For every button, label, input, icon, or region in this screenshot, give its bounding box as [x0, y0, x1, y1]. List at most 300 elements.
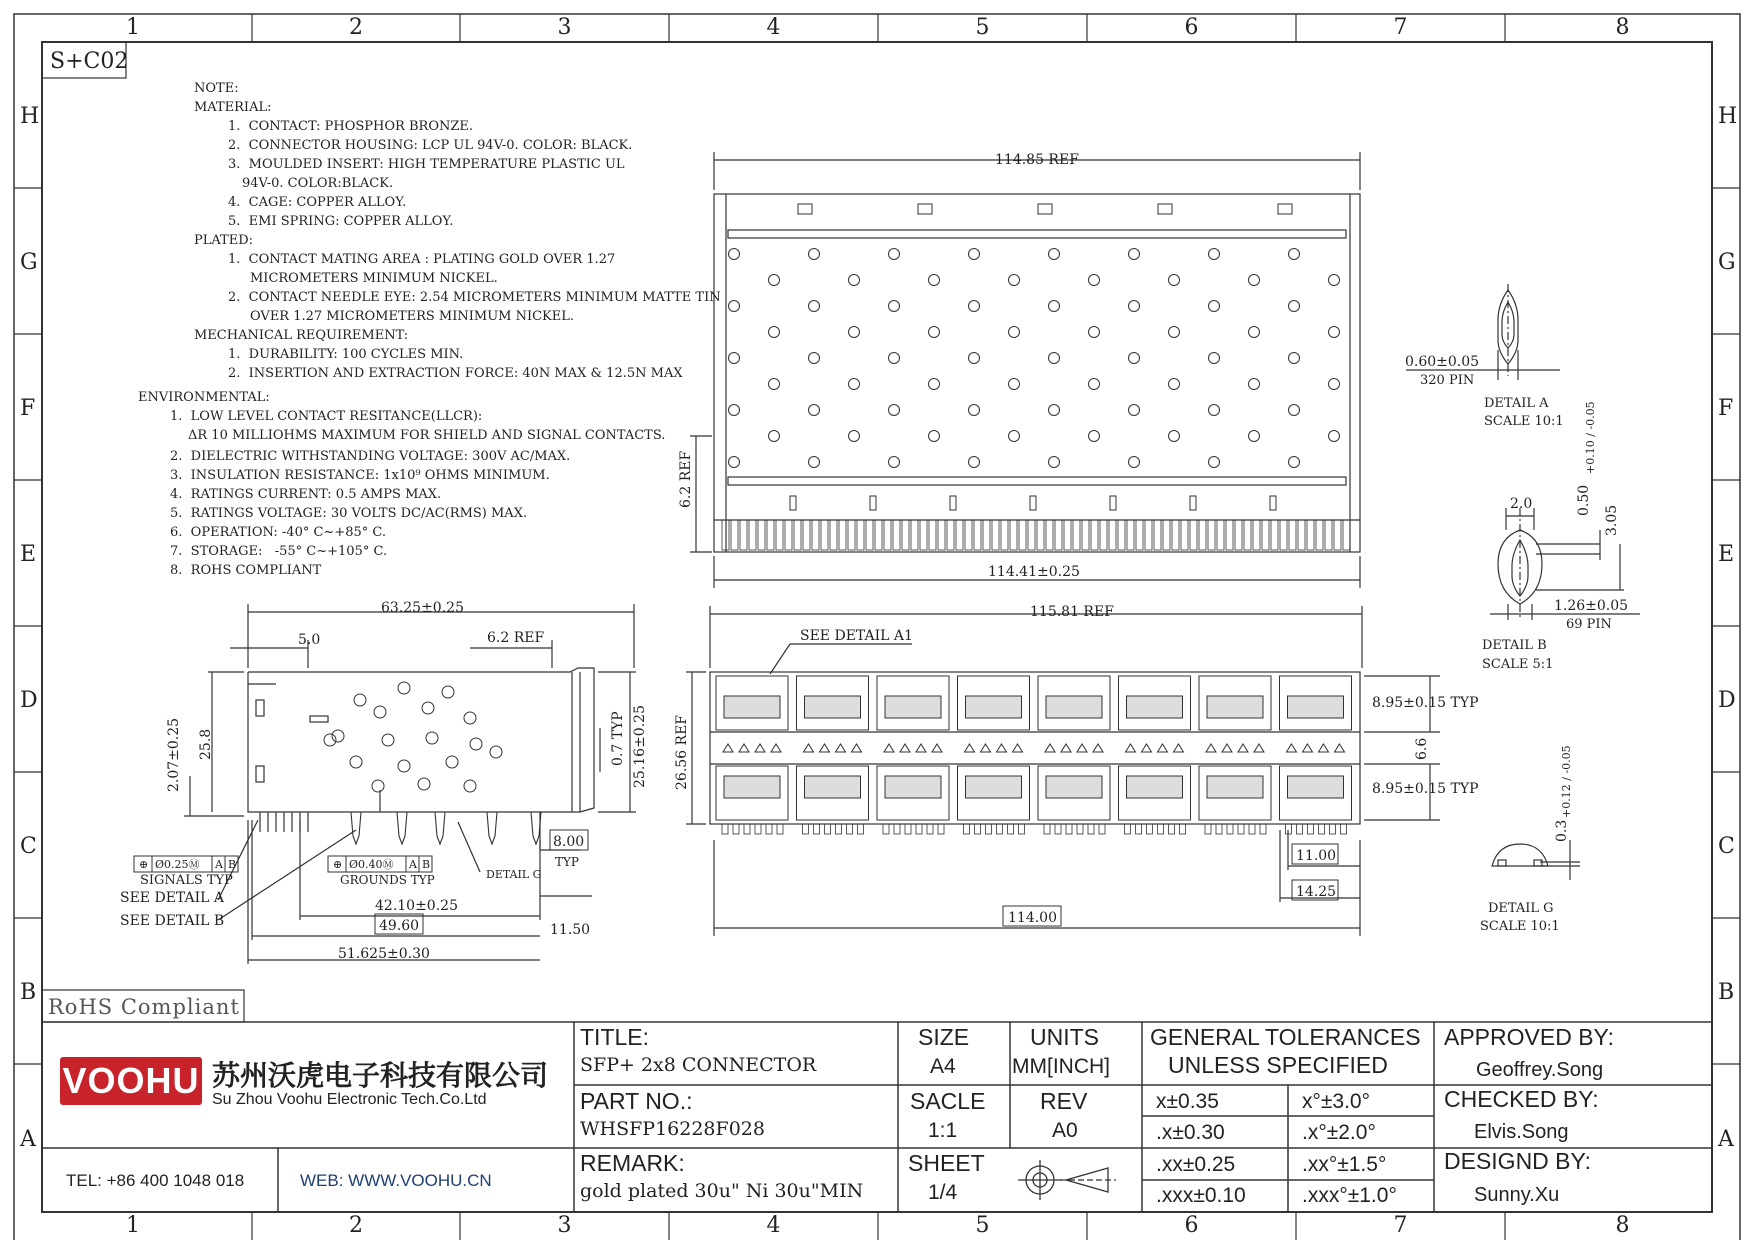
comb-tooth: [1037, 520, 1044, 550]
front-view-outline: [710, 672, 1360, 824]
detail-a-title: DETAIL A: [1484, 396, 1549, 411]
vent-hole: [1129, 249, 1140, 260]
zone-column-label: 4: [766, 15, 781, 40]
port-upper-contacts: [724, 696, 780, 718]
top-slot: [918, 204, 932, 214]
comb-tooth: [1253, 520, 1260, 550]
vent-hole: [1329, 379, 1340, 390]
vent-hole: [809, 249, 820, 260]
checked-value: Elvis.Song: [1474, 1121, 1569, 1143]
press-fit-pin: [916, 824, 922, 834]
side-hole: [422, 702, 434, 714]
note-line: MICROMETERS MINIMUM NICKEL.: [250, 271, 498, 286]
see-detail-b: SEE DETAIL B: [120, 913, 225, 929]
note-line: 5. RATINGS VOLTAGE: 30 VOLTS DC/AC(RMS) MAX.: [170, 506, 528, 521]
press-fit-pin: [755, 824, 761, 834]
comb-tooth: [1316, 520, 1323, 550]
sheet-code: S+C02: [50, 49, 129, 74]
comb-tooth: [1082, 520, 1089, 550]
projection-symbol: [1018, 1160, 1116, 1200]
press-fit-pin: [766, 824, 772, 834]
led-arrow: [1222, 744, 1232, 752]
units-value: MM[INCH]: [1012, 1055, 1110, 1078]
zone-row-label: E: [20, 542, 37, 567]
press-fit-pin: [938, 824, 944, 834]
see-detail-a: SEE DETAIL A: [120, 890, 224, 906]
see-detail-a1: SEE DETAIL A1: [800, 628, 913, 644]
dim-port-top: 8.95±0.15 TYP: [1372, 695, 1479, 711]
led-arrow: [804, 744, 814, 752]
tol-dxxx-deg: .xxx°±1.0°: [1302, 1184, 1397, 1207]
dim-11: 11.00: [1296, 848, 1337, 864]
comb-tooth: [1226, 520, 1233, 550]
comb-tooth: [1217, 520, 1224, 550]
side-hole: [374, 706, 386, 718]
vent-hole: [929, 379, 940, 390]
title-block-grid: [42, 1022, 1712, 1212]
led-arrow: [1287, 744, 1297, 752]
comb-tooth: [1271, 520, 1278, 550]
zone-row-label: D: [1718, 688, 1736, 713]
vent-hole: [1049, 301, 1060, 312]
zone-column-label: 7: [1393, 15, 1408, 40]
led-arrow: [755, 744, 765, 752]
zone-column-label: 7: [1393, 1213, 1408, 1238]
comb-tooth: [821, 520, 828, 550]
press-fit-pin: [1205, 824, 1211, 834]
comb-tooth: [1262, 520, 1269, 550]
comb-tooth: [1028, 520, 1035, 550]
comb-tooth: [1154, 520, 1161, 550]
gen-tol-line1: GENERAL TOLERANCES: [1150, 1024, 1421, 1050]
dim-side-07: 0.7 TYP: [610, 711, 626, 766]
dim-side-51625: 51.625±0.30: [338, 946, 430, 962]
comb-tooth: [1055, 520, 1062, 550]
press-fit-pin: [1216, 824, 1222, 834]
vent-hole: [1129, 405, 1140, 416]
press-fit-pin: [722, 824, 728, 834]
zone-row-label: H: [20, 104, 40, 129]
zone-row-label: F: [1718, 396, 1734, 421]
press-fit-pin: [1136, 824, 1142, 834]
press-fit-pin: [777, 824, 783, 834]
port-upper-contacts: [885, 696, 941, 718]
zone-column-label: 1: [126, 1213, 140, 1238]
comb-tooth: [1163, 520, 1170, 550]
comb-tooth: [974, 520, 981, 550]
vent-hole: [1089, 327, 1100, 338]
vent-hole: [1289, 457, 1300, 468]
vent-hole: [929, 327, 940, 338]
comb-tooth: [1199, 520, 1206, 550]
remark-label: REMARK:: [580, 1150, 685, 1176]
port-lower-contacts: [724, 776, 780, 798]
comb-tooth: [1307, 520, 1314, 550]
dim-side-258: 25.8: [198, 728, 214, 760]
led-arrow: [997, 744, 1007, 752]
note-line: 7. STORAGE: -55° C~+105° C.: [170, 544, 388, 559]
zone-row-label: C: [20, 834, 37, 859]
detail-a-scale: SCALE 10:1: [1484, 414, 1564, 429]
comb-tooth: [1172, 520, 1179, 550]
led-arrow: [1206, 744, 1216, 752]
zone-row-label: E: [1718, 542, 1735, 567]
note-line: OVER 1.27 MICROMETERS MINIMUM NICKEL.: [250, 309, 575, 324]
zone-column-label: 2: [349, 1213, 363, 1238]
vent-hole: [1209, 249, 1220, 260]
rohs-label: RoHS Compliant: [48, 995, 240, 1019]
ground-pin: [487, 812, 497, 844]
led-arrow: [836, 744, 846, 752]
zone-column-label: 8: [1615, 15, 1630, 40]
press-fit-pin: [1019, 824, 1025, 834]
press-fit-pin: [1099, 824, 1105, 834]
comb-tooth: [956, 520, 963, 550]
top-tab: [1270, 496, 1276, 510]
comb-tooth: [983, 520, 990, 550]
press-fit-pin: [1088, 824, 1094, 834]
dim-side-4210: 42.10±0.25: [375, 898, 458, 914]
comb-tooth: [749, 520, 756, 550]
note-line: 1. LOW LEVEL CONTACT RESITANCE(LLCR):: [170, 409, 483, 424]
note-line: 2. INSERTION AND EXTRACTION FORCE: 40N MAX & 12.5N MAX: [228, 366, 683, 381]
comb-tooth: [884, 520, 891, 550]
comb-tooth: [794, 520, 801, 550]
company-name-cn: 苏州沃虎电子科技有限公司: [212, 1059, 549, 1092]
comb-tooth: [920, 520, 927, 550]
press-fit-pin: [836, 824, 842, 834]
note-line: 3. INSULATION RESISTANCE: 1x10⁹ OHMS MINIMUM.: [170, 468, 550, 483]
top-view-comb: [722, 520, 1350, 550]
tol-dx-deg: .x°±2.0°: [1302, 1121, 1376, 1144]
gen-tol-line2: UNLESS SPECIFIED: [1168, 1052, 1388, 1078]
comb-tooth: [1334, 520, 1341, 550]
top-tab: [950, 496, 956, 510]
led-arrow: [739, 744, 749, 752]
vent-hole: [849, 431, 860, 442]
led-arrow: [1158, 744, 1168, 752]
ground-datum-a: A: [409, 858, 417, 871]
press-fit-pin: [1066, 824, 1072, 834]
side-hole: [490, 746, 502, 758]
dim-side-typ: TYP: [555, 855, 579, 869]
vent-hole: [1209, 301, 1220, 312]
press-fit-pin: [964, 824, 970, 834]
comb-tooth: [1091, 520, 1098, 550]
comb-tooth: [1280, 520, 1287, 550]
detail-b-050-tol: +0.10 / -0.05: [1584, 401, 1597, 474]
led-arrow: [916, 744, 926, 752]
detail-g-03: 0.3: [1554, 819, 1570, 842]
comb-tooth: [1118, 520, 1125, 550]
vent-hole: [1089, 431, 1100, 442]
detail-b-pin: 69 PIN: [1566, 617, 1612, 632]
scale-value: 1:1: [928, 1119, 958, 1142]
note-line: 4. CAGE: COPPER ALLOY.: [228, 195, 407, 210]
press-fit-pin: [814, 824, 820, 834]
rev-value: A0: [1052, 1119, 1078, 1142]
port-upper-contacts: [966, 696, 1022, 718]
detail-b-title: DETAIL B: [1482, 638, 1547, 653]
comb-tooth: [965, 520, 972, 550]
top-tab: [870, 496, 876, 510]
comb-tooth: [1127, 520, 1134, 550]
side-hole: [354, 694, 366, 706]
comb-tooth: [1244, 520, 1251, 550]
press-fit-pin: [858, 824, 864, 834]
vent-hole: [929, 275, 940, 286]
side-hole: [372, 780, 384, 792]
dim-side-4960: 49.60: [379, 918, 420, 934]
detail-b-050: 0.50: [1576, 484, 1592, 516]
led-arrow: [820, 744, 830, 752]
logo-text: VOOHU: [62, 1060, 200, 1101]
website-link[interactable]: WEB: WWW.VOOHU.CN: [300, 1171, 492, 1190]
telephone: TEL: +86 400 1048 018: [66, 1171, 245, 1190]
led-arrow: [1013, 744, 1023, 752]
comb-tooth: [875, 520, 882, 550]
comb-tooth: [1010, 520, 1017, 550]
vent-hole: [809, 405, 820, 416]
ground-pin: [435, 812, 445, 844]
units-label: UNITS: [1030, 1024, 1099, 1050]
vent-hole: [969, 249, 980, 260]
svg-text:⊕: ⊕: [333, 858, 343, 871]
led-arrow: [1093, 744, 1103, 752]
scale-label: SACLE: [910, 1088, 986, 1114]
side-hole: [426, 732, 438, 744]
detail-b-126: 1.26±0.05: [1554, 598, 1629, 614]
detail-b-305: 3.05: [1604, 504, 1620, 536]
vent-hole: [969, 301, 980, 312]
press-fit-pin: [905, 824, 911, 834]
note-line: 6. OPERATION: -40° C~+85° C.: [170, 525, 387, 540]
zone-row-label: B: [1718, 980, 1735, 1005]
led-arrow: [1045, 744, 1055, 752]
comb-tooth: [803, 520, 810, 550]
tol-x: x±0.35: [1156, 1090, 1219, 1113]
dim-side-1150: 11.50: [550, 922, 591, 938]
dim-side-length: 63.25±0.25: [381, 600, 464, 616]
press-fit-pin: [1125, 824, 1131, 834]
size-value: A4: [930, 1055, 956, 1078]
side-hole: [464, 712, 476, 724]
led-arrow: [1126, 744, 1136, 752]
vent-hole: [1289, 249, 1300, 260]
top-view-slots: [790, 204, 1292, 510]
vent-hole: [809, 301, 820, 312]
signals-typ: SIGNALS TYP: [140, 873, 233, 888]
comb-tooth: [1073, 520, 1080, 550]
remark-value: gold plated 30u" Ni 30u"MIN: [580, 1180, 864, 1202]
led-arrow: [884, 744, 894, 752]
zone-column-label: 6: [1184, 15, 1199, 40]
vent-hole: [889, 457, 900, 468]
note-line: 2. DIELECTRIC WITHSTANDING VOLTAGE: 300V AC/MAX.: [170, 449, 571, 464]
detail-g-tol: +0.12 / -0.05: [1560, 745, 1573, 818]
vent-hole: [1009, 431, 1020, 442]
port-lower-contacts: [1127, 776, 1183, 798]
detail-a-dim: 0.60±0.05: [1405, 354, 1480, 370]
press-fit-pin: [1341, 824, 1347, 834]
note-line: MECHANICAL REQUIREMENT:: [194, 328, 409, 343]
vent-hole: [769, 379, 780, 390]
comb-tooth: [929, 520, 936, 550]
port-lower-contacts: [1046, 776, 1102, 798]
vent-hole: [1289, 301, 1300, 312]
led-arrow: [981, 744, 991, 752]
vent-hole: [809, 353, 820, 364]
press-fit-pin: [975, 824, 981, 834]
port-lower-contacts: [966, 776, 1022, 798]
vent-hole: [1249, 327, 1260, 338]
vent-hole: [1089, 275, 1100, 286]
vent-hole: [1009, 327, 1020, 338]
led-arrow: [1238, 744, 1248, 752]
side-view-holes: [324, 682, 502, 792]
comb-tooth: [857, 520, 864, 550]
detail-g-drawing: [1492, 840, 1580, 880]
port-upper-contacts: [1046, 696, 1102, 718]
top-rail-lower: [728, 477, 1346, 485]
dim-top-side: 6.2 REF: [678, 450, 694, 508]
vent-hole: [1249, 431, 1260, 442]
comb-tooth: [992, 520, 999, 550]
vent-hole: [1089, 379, 1100, 390]
note-line: 4. RATINGS CURRENT: 0.5 AMPS MAX.: [170, 487, 442, 502]
comb-tooth: [740, 520, 747, 550]
comb-tooth: [1343, 520, 1350, 550]
comb-tooth: [1235, 520, 1242, 550]
vent-hole: [1209, 405, 1220, 416]
comb-tooth: [1325, 520, 1332, 550]
vent-hole: [1169, 327, 1180, 338]
dim-port-bottom: 8.95±0.15 TYP: [1372, 781, 1479, 797]
vent-hole: [1209, 457, 1220, 468]
vent-hole: [1329, 275, 1340, 286]
comb-tooth: [911, 520, 918, 550]
svg-text:⊕: ⊕: [139, 858, 149, 871]
comb-tooth: [1019, 520, 1026, 550]
top-view: [690, 152, 1360, 588]
press-fit-pin: [1308, 824, 1314, 834]
zone-column-label: 8: [1615, 1213, 1630, 1238]
comb-tooth: [866, 520, 873, 550]
vent-hole: [1129, 301, 1140, 312]
side-hole: [398, 760, 410, 772]
port-upper-contacts: [1207, 696, 1263, 718]
comb-tooth: [758, 520, 765, 550]
tol-x-deg: x°±3.0°: [1302, 1090, 1371, 1113]
note-line: ΔR 10 MILLIOHMS MAXIMUM FOR SHIELD AND SIGNAL CONTACTS.: [188, 428, 666, 443]
top-slot: [1158, 204, 1172, 214]
dim-side-2516: 25.16±0.25: [632, 705, 648, 788]
dim-side-800: 8.00: [553, 834, 585, 850]
comb-tooth: [1136, 520, 1143, 550]
vent-hole: [969, 457, 980, 468]
note-line: 2. CONNECTOR HOUSING: LCP UL 94V-0. COLOR: BLACK.: [228, 138, 633, 153]
vent-hole: [729, 353, 740, 364]
side-hole: [446, 756, 458, 768]
press-fit-pin: [894, 824, 900, 834]
side-hole: [442, 686, 454, 698]
vent-hole: [1329, 327, 1340, 338]
zone-row-label: G: [20, 250, 38, 275]
vent-hole: [1049, 249, 1060, 260]
vent-hole: [1129, 353, 1140, 364]
vent-hole: [769, 431, 780, 442]
note-line: 2. CONTACT NEEDLE EYE: 2.54 MICROMETERS MINIMUM MATTE TIN: [228, 290, 721, 305]
approved-value: Geoffrey.Song: [1476, 1059, 1604, 1081]
dim-top-width: 114.41±0.25: [988, 564, 1080, 580]
note-line: MATERIAL:: [194, 100, 272, 115]
vent-hole: [729, 405, 740, 416]
port-lower-contacts: [1207, 776, 1263, 798]
comb-tooth: [785, 520, 792, 550]
zone-row-label: A: [1718, 1127, 1734, 1152]
comb-tooth: [1109, 520, 1116, 550]
title-value: SFP+ 2x8 CONNECTOR: [580, 1054, 817, 1076]
ground-datum-b: B: [422, 858, 431, 871]
top-tab: [1030, 496, 1036, 510]
zone-row-label: B: [20, 980, 37, 1005]
port-lower-contacts: [1288, 776, 1344, 798]
vent-hole: [849, 327, 860, 338]
part-value: WHSFP16228F028: [580, 1118, 765, 1140]
ground-pin: [351, 812, 361, 844]
note-line: 5. EMI SPRING: COPPER ALLOY.: [228, 214, 454, 229]
note-line: 3. MOULDED INSERT: HIGH TEMPERATURE PLASTIC UL: [228, 157, 625, 172]
led-arrow: [1319, 744, 1329, 752]
led-arrow: [852, 744, 862, 752]
vent-hole: [809, 457, 820, 468]
port-upper-contacts: [1127, 696, 1183, 718]
comb-tooth: [1190, 520, 1197, 550]
vent-hole: [1129, 457, 1140, 468]
dim-side-5: 5.0: [298, 632, 321, 648]
top-slot: [798, 204, 812, 214]
press-fit-pin: [1077, 824, 1083, 834]
zone-row-label: H: [1718, 104, 1738, 129]
vent-hole: [769, 327, 780, 338]
note-line: PLATED:: [194, 233, 254, 248]
top-rail-upper: [728, 230, 1346, 238]
port-lower-contacts: [805, 776, 861, 798]
rev-label: REV: [1040, 1088, 1088, 1114]
side-hole: [418, 778, 430, 790]
comb-tooth: [1289, 520, 1296, 550]
press-fit-pin: [1147, 824, 1153, 834]
vent-hole: [1169, 431, 1180, 442]
press-fit-pin: [1227, 824, 1233, 834]
zone-row-label: F: [20, 396, 36, 421]
vent-hole: [1289, 405, 1300, 416]
vent-hole: [729, 457, 740, 468]
detail-g-callout: DETAIL G: [486, 868, 542, 881]
press-fit-pin: [803, 824, 809, 834]
note-line: 1. CONTACT: PHOSPHOR BRONZE.: [228, 119, 474, 134]
vent-hole: [1209, 353, 1220, 364]
press-fit-pin: [927, 824, 933, 834]
vent-hole: [969, 353, 980, 364]
note-line: 94V-0. COLOR:BLACK.: [242, 176, 394, 191]
vent-hole: [1049, 405, 1060, 416]
comb-tooth: [902, 520, 909, 550]
tol-dxxx: .xxx±0.10: [1156, 1184, 1246, 1207]
vent-hole: [1009, 275, 1020, 286]
designed-value: Sunny.Xu: [1474, 1184, 1560, 1206]
vent-hole: [1049, 353, 1060, 364]
